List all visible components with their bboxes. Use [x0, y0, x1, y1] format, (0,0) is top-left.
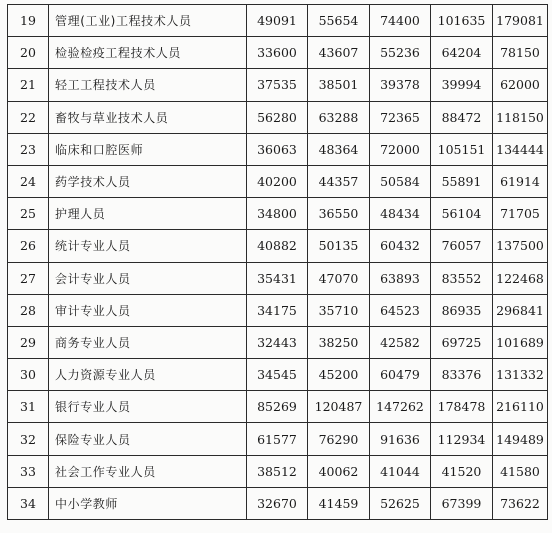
- value-cell-5: 101689: [493, 326, 548, 358]
- occupation-name: 护理人员: [49, 198, 247, 230]
- value-cell-4: 105151: [431, 133, 493, 165]
- table-row: [8, 359, 548, 391]
- value-cell-2: 76290: [308, 423, 370, 455]
- value-cell-4: 83552: [431, 262, 493, 294]
- value-cell-1: 85269: [247, 391, 308, 423]
- value-cell-3: 55236: [370, 37, 431, 69]
- row-number: 26: [8, 230, 49, 262]
- value-cell-1: 49091: [247, 5, 308, 37]
- row-number: 24: [8, 165, 49, 197]
- value-cell-4: 178478: [431, 391, 493, 423]
- value-cell-2: 63288: [308, 101, 370, 133]
- occupation-name: 社会工作专业人员: [49, 455, 247, 487]
- value-cell-1: 34545: [247, 359, 308, 391]
- value-cell-3: 60432: [370, 230, 431, 262]
- value-cell-2: 48364: [308, 133, 370, 165]
- value-cell-5: 296841: [493, 294, 548, 326]
- value-cell-2: 45200: [308, 359, 370, 391]
- value-cell-4: 41520: [431, 455, 493, 487]
- value-cell-5: 134444: [493, 133, 548, 165]
- table-row: [8, 165, 548, 197]
- occupation-name: 会计专业人员: [49, 262, 247, 294]
- occupation-name: 人力资源专业人员: [49, 359, 247, 391]
- row-number: 33: [8, 455, 49, 487]
- value-cell-5: 71705: [493, 198, 548, 230]
- occupation-name: 统计专业人员: [49, 230, 247, 262]
- value-cell-3: 147262: [370, 391, 431, 423]
- value-cell-4: 101635: [431, 5, 493, 37]
- value-cell-1: 36063: [247, 133, 308, 165]
- value-cell-3: 42582: [370, 326, 431, 358]
- value-cell-4: 39994: [431, 69, 493, 101]
- table-row: [8, 37, 548, 69]
- value-cell-3: 91636: [370, 423, 431, 455]
- row-number: 19: [8, 5, 49, 37]
- value-cell-5: 216110: [493, 391, 548, 423]
- table-row: [8, 101, 548, 133]
- value-cell-2: 50135: [308, 230, 370, 262]
- value-cell-1: 37535: [247, 69, 308, 101]
- occupation-name: 临床和口腔医师: [49, 133, 247, 165]
- row-number: 30: [8, 359, 49, 391]
- value-cell-1: 38512: [247, 455, 308, 487]
- occupation-name: 畜牧与草业技术人员: [49, 101, 247, 133]
- value-cell-3: 52625: [370, 487, 431, 519]
- value-cell-4: 88472: [431, 101, 493, 133]
- table-row: [8, 69, 548, 101]
- value-cell-2: 38250: [308, 326, 370, 358]
- table-row: [8, 5, 548, 37]
- value-cell-3: 48434: [370, 198, 431, 230]
- row-number: 31: [8, 391, 49, 423]
- value-cell-5: 149489: [493, 423, 548, 455]
- value-cell-2: 38501: [308, 69, 370, 101]
- value-cell-5: 137500: [493, 230, 548, 262]
- value-cell-5: 179081: [493, 5, 548, 37]
- value-cell-2: 36550: [308, 198, 370, 230]
- table-row: [8, 455, 548, 487]
- salary-table: [7, 4, 548, 520]
- value-cell-4: 55891: [431, 165, 493, 197]
- occupation-name: 中小学教师: [49, 487, 247, 519]
- table-row: [8, 262, 548, 294]
- value-cell-4: 83376: [431, 359, 493, 391]
- row-number: 23: [8, 133, 49, 165]
- occupation-name: 管理(工业)工程技术人员: [49, 5, 247, 37]
- value-cell-1: 34175: [247, 294, 308, 326]
- occupation-name: 药学技术人员: [49, 165, 247, 197]
- value-cell-1: 32670: [247, 487, 308, 519]
- value-cell-5: 73622: [493, 487, 548, 519]
- value-cell-4: 76057: [431, 230, 493, 262]
- value-cell-2: 43607: [308, 37, 370, 69]
- row-number: 29: [8, 326, 49, 358]
- value-cell-4: 64204: [431, 37, 493, 69]
- value-cell-3: 50584: [370, 165, 431, 197]
- row-number: 20: [8, 37, 49, 69]
- table-row: [8, 133, 548, 165]
- value-cell-4: 69725: [431, 326, 493, 358]
- row-number: 28: [8, 294, 49, 326]
- value-cell-4: 56104: [431, 198, 493, 230]
- occupation-name: 银行专业人员: [49, 391, 247, 423]
- value-cell-5: 61914: [493, 165, 548, 197]
- value-cell-5: 78150: [493, 37, 548, 69]
- value-cell-2: 41459: [308, 487, 370, 519]
- occupation-name: 商务专业人员: [49, 326, 247, 358]
- table-row: [8, 198, 548, 230]
- value-cell-5: 41580: [493, 455, 548, 487]
- table-body: [8, 5, 548, 520]
- value-cell-1: 34800: [247, 198, 308, 230]
- table-row: [8, 391, 548, 423]
- value-cell-5: 118150: [493, 101, 548, 133]
- row-number: 34: [8, 487, 49, 519]
- value-cell-3: 64523: [370, 294, 431, 326]
- row-number: 22: [8, 101, 49, 133]
- value-cell-3: 41044: [370, 455, 431, 487]
- occupation-name: 检验检疫工程技术人员: [49, 37, 247, 69]
- value-cell-1: 40882: [247, 230, 308, 262]
- value-cell-3: 60479: [370, 359, 431, 391]
- table-row: [8, 326, 548, 358]
- value-cell-2: 47070: [308, 262, 370, 294]
- row-number: 27: [8, 262, 49, 294]
- value-cell-2: 40062: [308, 455, 370, 487]
- value-cell-2: 55654: [308, 5, 370, 37]
- value-cell-3: 72000: [370, 133, 431, 165]
- value-cell-3: 72365: [370, 101, 431, 133]
- value-cell-5: 122468: [493, 262, 548, 294]
- occupation-name: 轻工工程技术人员: [49, 69, 247, 101]
- occupation-name: 审计专业人员: [49, 294, 247, 326]
- value-cell-1: 56280: [247, 101, 308, 133]
- value-cell-2: 120487: [308, 391, 370, 423]
- occupation-name: 保险专业人员: [49, 423, 247, 455]
- value-cell-2: 44357: [308, 165, 370, 197]
- value-cell-3: 39378: [370, 69, 431, 101]
- table-row: [8, 423, 548, 455]
- table-row: [8, 294, 548, 326]
- row-number: 21: [8, 69, 49, 101]
- value-cell-3: 74400: [370, 5, 431, 37]
- value-cell-1: 61577: [247, 423, 308, 455]
- value-cell-5: 131332: [493, 359, 548, 391]
- value-cell-1: 40200: [247, 165, 308, 197]
- table-row: [8, 487, 548, 519]
- value-cell-4: 67399: [431, 487, 493, 519]
- value-cell-5: 62000: [493, 69, 548, 101]
- row-number: 32: [8, 423, 49, 455]
- value-cell-1: 35431: [247, 262, 308, 294]
- value-cell-1: 32443: [247, 326, 308, 358]
- value-cell-4: 112934: [431, 423, 493, 455]
- value-cell-3: 63893: [370, 262, 431, 294]
- value-cell-2: 35710: [308, 294, 370, 326]
- value-cell-4: 86935: [431, 294, 493, 326]
- row-number: 25: [8, 198, 49, 230]
- table-row: [8, 230, 548, 262]
- value-cell-1: 33600: [247, 37, 308, 69]
